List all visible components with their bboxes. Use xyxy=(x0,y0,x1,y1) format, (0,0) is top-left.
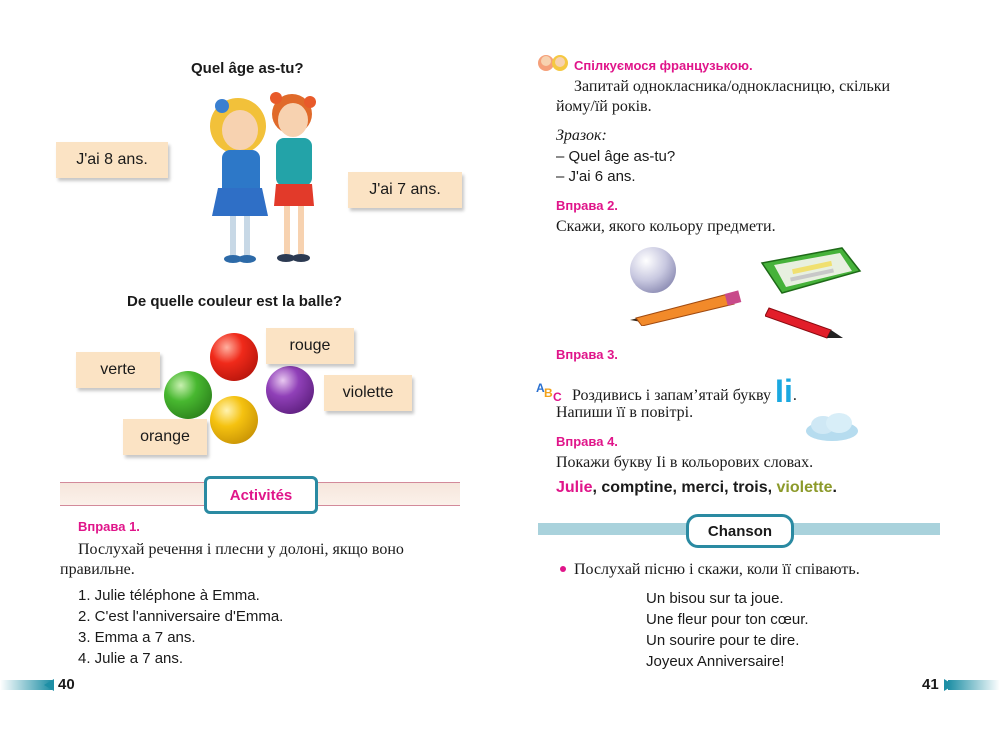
left-arrow-icon xyxy=(44,679,54,691)
list-item: 3. Emma a 7 ans. xyxy=(78,629,196,646)
pen xyxy=(765,304,845,340)
sample-label: Зразок: xyxy=(556,127,607,144)
bubble-age-8: J'ai 8 ans. xyxy=(56,142,168,178)
pencil xyxy=(628,290,743,326)
sentence-list xyxy=(78,585,283,669)
word-end: . xyxy=(832,479,837,496)
kids-speaking-icon xyxy=(537,54,569,72)
cloud-icon xyxy=(803,412,861,442)
song-line: Un sourire pour te dire. xyxy=(646,632,800,649)
list-item: 2. C'est l'anniversaire d'Emma. xyxy=(78,608,284,625)
green-ball xyxy=(164,371,212,419)
list-item: 1. Julie téléphone à Emma. xyxy=(78,587,260,604)
ex3-text: Роздивись і запам’ятай букву xyxy=(572,387,772,404)
ex1-label: Вправа 1. xyxy=(78,519,140,534)
word-julie: Julie xyxy=(556,479,593,496)
song-instruction: Послухай пісню і скажи, коли її співають. xyxy=(574,561,860,578)
speak-text-line2: йому/їй років. xyxy=(556,98,652,115)
ex1-text-line2: правильне. xyxy=(60,561,135,578)
violet-ball xyxy=(266,366,314,414)
ex1-text-line1: Послухай речення і плесни у долоні, якщо воно xyxy=(78,541,404,558)
ex2-label: Вправа 2. xyxy=(556,198,618,213)
speak-heading: Спілкуємося французькою. xyxy=(574,58,753,73)
activites-label: Activités xyxy=(204,476,318,514)
ex3-dot: . xyxy=(792,387,797,404)
girls-illustration xyxy=(200,88,340,273)
word-violette: violette xyxy=(776,479,833,496)
ex2-text: Скажи, якого кольору предмети. xyxy=(556,218,776,235)
svg-text:B: B xyxy=(544,386,553,400)
ex3-letter: Ii xyxy=(775,373,793,409)
svg-text:A: A xyxy=(536,381,545,395)
yellow-ball xyxy=(210,396,258,444)
left-page-number: 40 xyxy=(58,676,75,693)
song-line: Joyeux Anniversaire! xyxy=(646,653,785,670)
pencil-case xyxy=(752,243,864,298)
label-verte: verte xyxy=(76,352,160,388)
word-list: , comptine, merci, trois, xyxy=(592,479,777,496)
right-page-number: 41 xyxy=(922,676,939,693)
right-page-bar xyxy=(948,680,1000,690)
ex3-text-line2: Напиши її в повітрі. xyxy=(556,404,694,421)
bullet-dot xyxy=(560,566,566,572)
sample-answer: – J'ai 6 ans. xyxy=(556,168,636,185)
song-line: Une fleur pour ton cœur. xyxy=(646,611,809,628)
speak-text-line1: Запитай однокласника/однокласницю, скільки xyxy=(574,78,891,95)
red-ball xyxy=(210,333,258,381)
list-item: 4. Julie a 7 ans. xyxy=(78,650,184,667)
sample-question: – Quel âge as-tu? xyxy=(556,148,676,165)
ex4-label: Вправа 4. xyxy=(556,434,618,449)
label-violette: violette xyxy=(324,375,412,411)
left-title-color: De quelle couleur est la balle? xyxy=(127,293,343,310)
song-line: Un bisou sur ta joue. xyxy=(646,590,784,607)
ex3-label: Вправа 3. xyxy=(556,347,618,362)
bubble-age-7: J'ai 7 ans. xyxy=(348,172,462,208)
song-lyrics xyxy=(646,588,809,672)
left-title-age: Quel âge as-tu? xyxy=(191,60,304,77)
white-ball xyxy=(630,247,676,293)
label-orange: orange xyxy=(123,419,207,455)
colored-words xyxy=(556,479,837,497)
abc-icon xyxy=(536,380,566,402)
chanson-label: Chanson xyxy=(686,514,794,548)
ex4-text: Покажи букву Ii в кольорових словах. xyxy=(556,454,814,471)
svg-text:C: C xyxy=(553,390,562,402)
label-rouge: rouge xyxy=(266,328,354,364)
